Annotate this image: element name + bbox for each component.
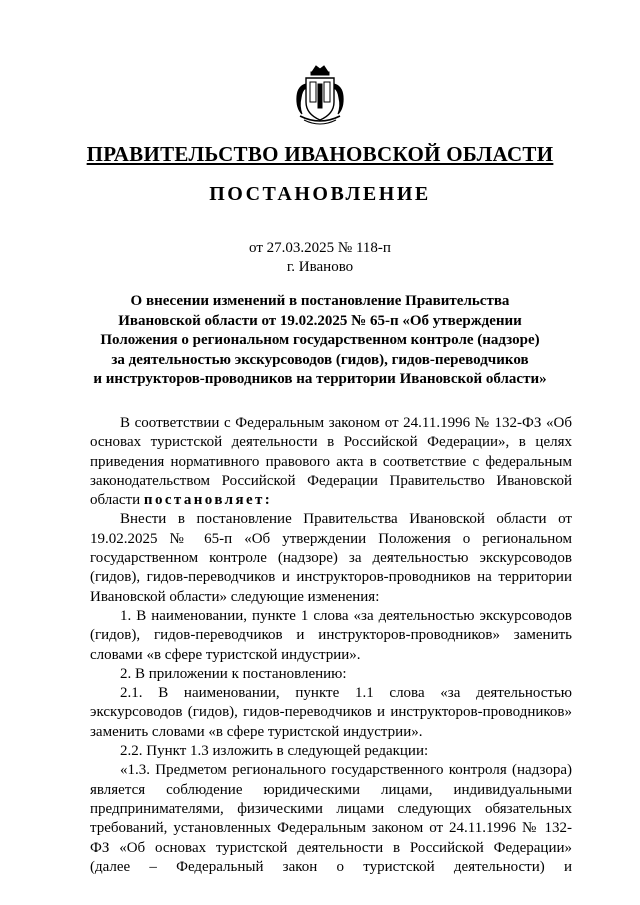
document-date-number: от 27.03.2025 № 118-п — [249, 240, 391, 256]
title-line: Ивановской области от 19.02.2025 № 65-п «Об утверждении — [118, 312, 522, 329]
coat-of-arms-emblem — [292, 62, 348, 128]
item-2-1: 2.1. В наименовании, пункте 1.1 слова «за деятельностью экскурсоводов (гидов), гидов-переводчиков и инструкторов-проводников» заменить словами «в сфере туристской индустрии». — [90, 685, 572, 740]
intro-paragraph — [90, 414, 572, 510]
title-line: Положения о региональном государственном контроле (надзоре) — [100, 332, 540, 348]
document-type-heading: ПОСТАНОВЛЕНИЕ — [209, 183, 431, 205]
item-1: 1. В наименовании, пункте 1 слова «за деятельностью экскурсоводов (гидов), гидов-переводчиков и инструкторов-проводников» заменить словами «в сфере туристской индустрии». — [90, 607, 572, 663]
document-body — [90, 414, 572, 877]
organization-heading: ПРАВИТЕЛЬСТВО ИВАНОВСКОЙ ОБЛАСТИ — [86, 142, 554, 166]
title-line: О внесении изменений в постановление Правительства — [130, 293, 510, 309]
title-line: и инструкторов-проводников на территории Ивановской области» — [93, 371, 547, 387]
item-2-2: 2.2. Пункт 1.3 изложить в следующей редакции: — [120, 743, 429, 760]
intro-text: В соответствии с Федеральным законом от 24.11.1996 № 132-ФЗ «Об основах туристской деятельности в Российской Федерации», в целях приведения нормативного правового акта в соответствие с федеральным законодательством Российской Федерации Правительство Ивановской области — [90, 415, 572, 509]
paragraph-main-change: Внести в постановление Правительства Ивановской области от 19.02.2025 № 65-п «Об утверждении Положения о региональном государственном контроле (надзоре) за деятельностью экскурсоводов (гидов), гидов-переводчиков и инструкторов-проводников на территории Ивановской области» следующие изменения: — [90, 511, 572, 605]
document-city: г. Иваново — [286, 259, 354, 275]
item-2: 2. В приложении к постановлению: — [120, 665, 347, 682]
document-title — [88, 292, 552, 390]
title-line: за деятельностью экскурсоводов (гидов), гидов-переводчиков — [111, 351, 529, 368]
resolves-word: постановляет: — [143, 492, 273, 509]
item-1-3-quote: «1.3. Предметом регионального государственного контроля (надзора) является соблюдение юридическими лицами, индивидуальными предпринимателями, физическими лицами следующих обязательных требований, установленных Федеральным законом от 24.11.1996 № 132-ФЗ «Об основах туристской деятельности в Российской Федерации» (далее – Федеральный закон о туристской деятельности) и — [90, 762, 572, 875]
